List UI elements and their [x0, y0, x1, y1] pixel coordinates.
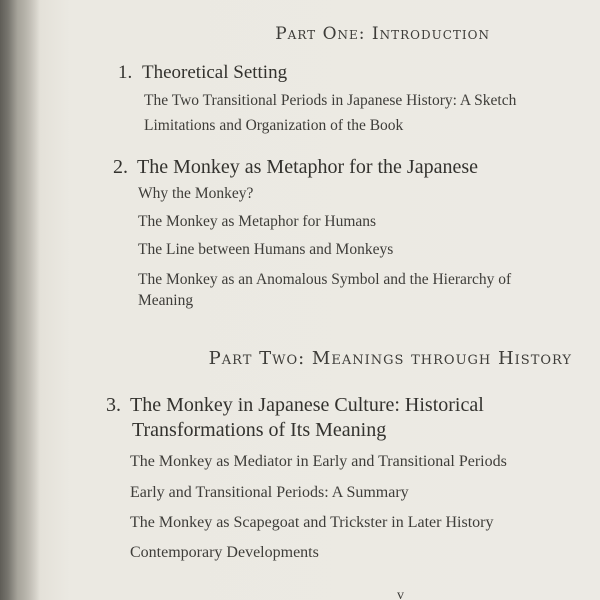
chapter-3-title: [106, 393, 566, 443]
part-one-heading: Part One: Introduction: [275, 24, 490, 44]
chapter-2-section: The Monkey as an Anomalous Symbol and the Hierarchy of Meaning: [138, 271, 512, 309]
chapter-2-section: The Monkey as Metaphor for Humans: [138, 213, 377, 230]
chapter-2-section: The Line between Humans and Monkeys: [138, 241, 394, 258]
chapter-2-title: [113, 155, 478, 179]
part-two-heading: Part Two: Meanings through History: [208, 348, 572, 369]
chapter-3-section: Early and Transitional Periods: A Summary: [130, 484, 409, 501]
chapter-1-title: [118, 62, 287, 85]
chapter-2-title-text: The Monkey as Metaphor for the Japanese: [137, 156, 478, 178]
page-number: v: [397, 588, 404, 600]
chapter-3-section: The Monkey as Scapegoat and Trickster in Later History: [130, 514, 494, 531]
chapter-1: [118, 62, 517, 134]
chapter-3-title-line2: Transformations of Its Meaning: [132, 419, 387, 441]
chapter-3-title-line1: The Monkey in Japanese Culture: Historical: [130, 394, 484, 416]
chapter-2-number: 2.: [113, 156, 128, 178]
chapter-3-number: 3.: [106, 394, 121, 416]
chapter-1-title-text: Theoretical Setting: [142, 62, 288, 83]
chapter-2: [113, 155, 512, 309]
chapter-1-section: Limitations and Organization of the Book: [144, 117, 404, 134]
chapter-1-section: The Two Transitional Periods in Japanese History: A Sketch: [144, 92, 517, 109]
book-gutter: [0, 0, 40, 600]
chapter-3: [106, 393, 566, 561]
chapter-3-section: The Monkey as Mediator in Early and Transitional Periods: [130, 453, 507, 470]
chapter-3-section: Contemporary Developments: [130, 544, 319, 561]
chapter-2-section: Why the Monkey?: [138, 185, 254, 202]
chapter-1-number: 1.: [118, 62, 133, 83]
